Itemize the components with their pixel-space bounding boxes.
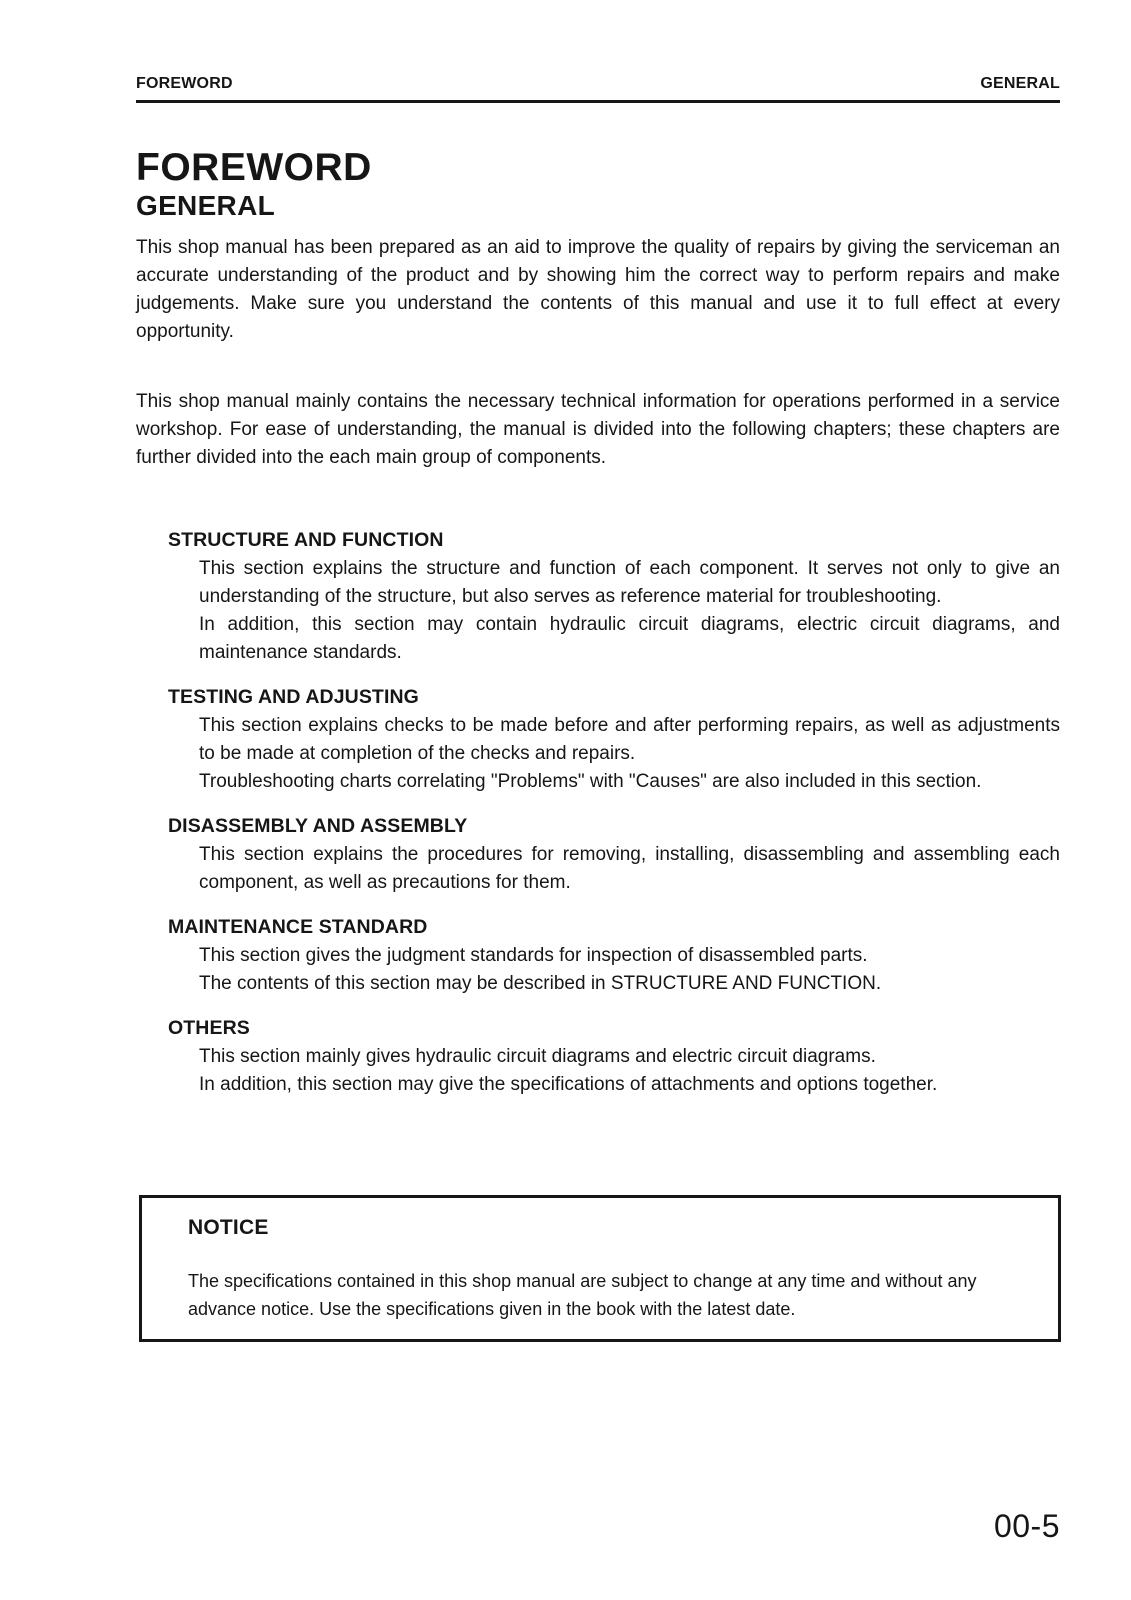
page-subtitle: GENERAL bbox=[136, 190, 275, 221]
intro-paragraph-1: This shop manual has been prepared as an aid to improve the quality of repairs by giving the serviceman an accurate understanding of the product and by showing him the correct way to perform repairs and make judgements. Make sure you understand the contents of this manual and use it to full effect at every opportunity. bbox=[136, 237, 1060, 342]
chapter-sections bbox=[136, 528, 1060, 1099]
running-header-left: FOREWORD bbox=[136, 75, 233, 92]
section-heading: STRUCTURE AND FUNCTION bbox=[168, 529, 444, 551]
section-paragraph: Troubleshooting charts correlating "Problems" with "Causes" are also included in this section. bbox=[199, 771, 982, 792]
section-heading: TESTING AND ADJUSTING bbox=[168, 686, 419, 708]
section-heading: MAINTENANCE STANDARD bbox=[168, 916, 428, 938]
notice-body: The specifications contained in this shop manual are subject to change at any time and without any advance notice. Use the specifications given in the book with the latest date. bbox=[188, 1271, 977, 1319]
section-paragraph: This section explains the procedures for removing, installing, disassembling and assembling each component, as well as precautions for them. bbox=[199, 844, 1060, 893]
section-disassembly-and-assembly bbox=[136, 814, 1060, 897]
section-paragraph: This section gives the judgment standards for inspection of disassembled parts. bbox=[199, 945, 868, 966]
section-paragraph: In addition, this section may give the specifications of attachments and options together. bbox=[199, 1074, 938, 1095]
running-header bbox=[136, 74, 1060, 94]
header-rule bbox=[136, 100, 1060, 103]
page-title: FOREWORD bbox=[136, 146, 372, 189]
intro-paragraph-2: This shop manual mainly contains the necessary technical information for operations performed in a service workshop. For ease of understanding, the manual is divided into the following chapters; these chapters are further divided into the each main group of components. bbox=[136, 391, 1060, 468]
running-header-right: GENERAL bbox=[980, 75, 1060, 92]
section-maintenance-standard bbox=[136, 915, 1060, 998]
notice-box bbox=[139, 1195, 1061, 1342]
notice-title: NOTICE bbox=[188, 1216, 269, 1239]
section-paragraph: This section mainly gives hydraulic circuit diagrams and electric circuit diagrams. bbox=[199, 1046, 876, 1067]
section-paragraph: This section explains checks to be made before and after performing repairs, as well as adjustments to be made at completion of the checks and repairs. bbox=[199, 715, 1060, 764]
page-number: 00-5 bbox=[993, 1508, 1060, 1544]
section-testing-and-adjusting bbox=[136, 685, 1060, 796]
section-paragraph: In addition, this section may contain hydraulic circuit diagrams, electric circuit diagrams, and maintenance standards. bbox=[199, 614, 1060, 663]
section-structure-and-function bbox=[136, 528, 1060, 667]
section-heading: OTHERS bbox=[168, 1017, 250, 1039]
section-paragraph: This section explains the structure and function of each component. It serves not only to give an understanding of the structure, but also serves as reference material for troubleshooting. bbox=[199, 558, 1060, 607]
section-paragraph: The contents of this section may be described in STRUCTURE AND FUNCTION. bbox=[199, 973, 882, 994]
section-heading: DISASSEMBLY AND ASSEMBLY bbox=[168, 815, 468, 837]
section-others bbox=[136, 1016, 1060, 1099]
